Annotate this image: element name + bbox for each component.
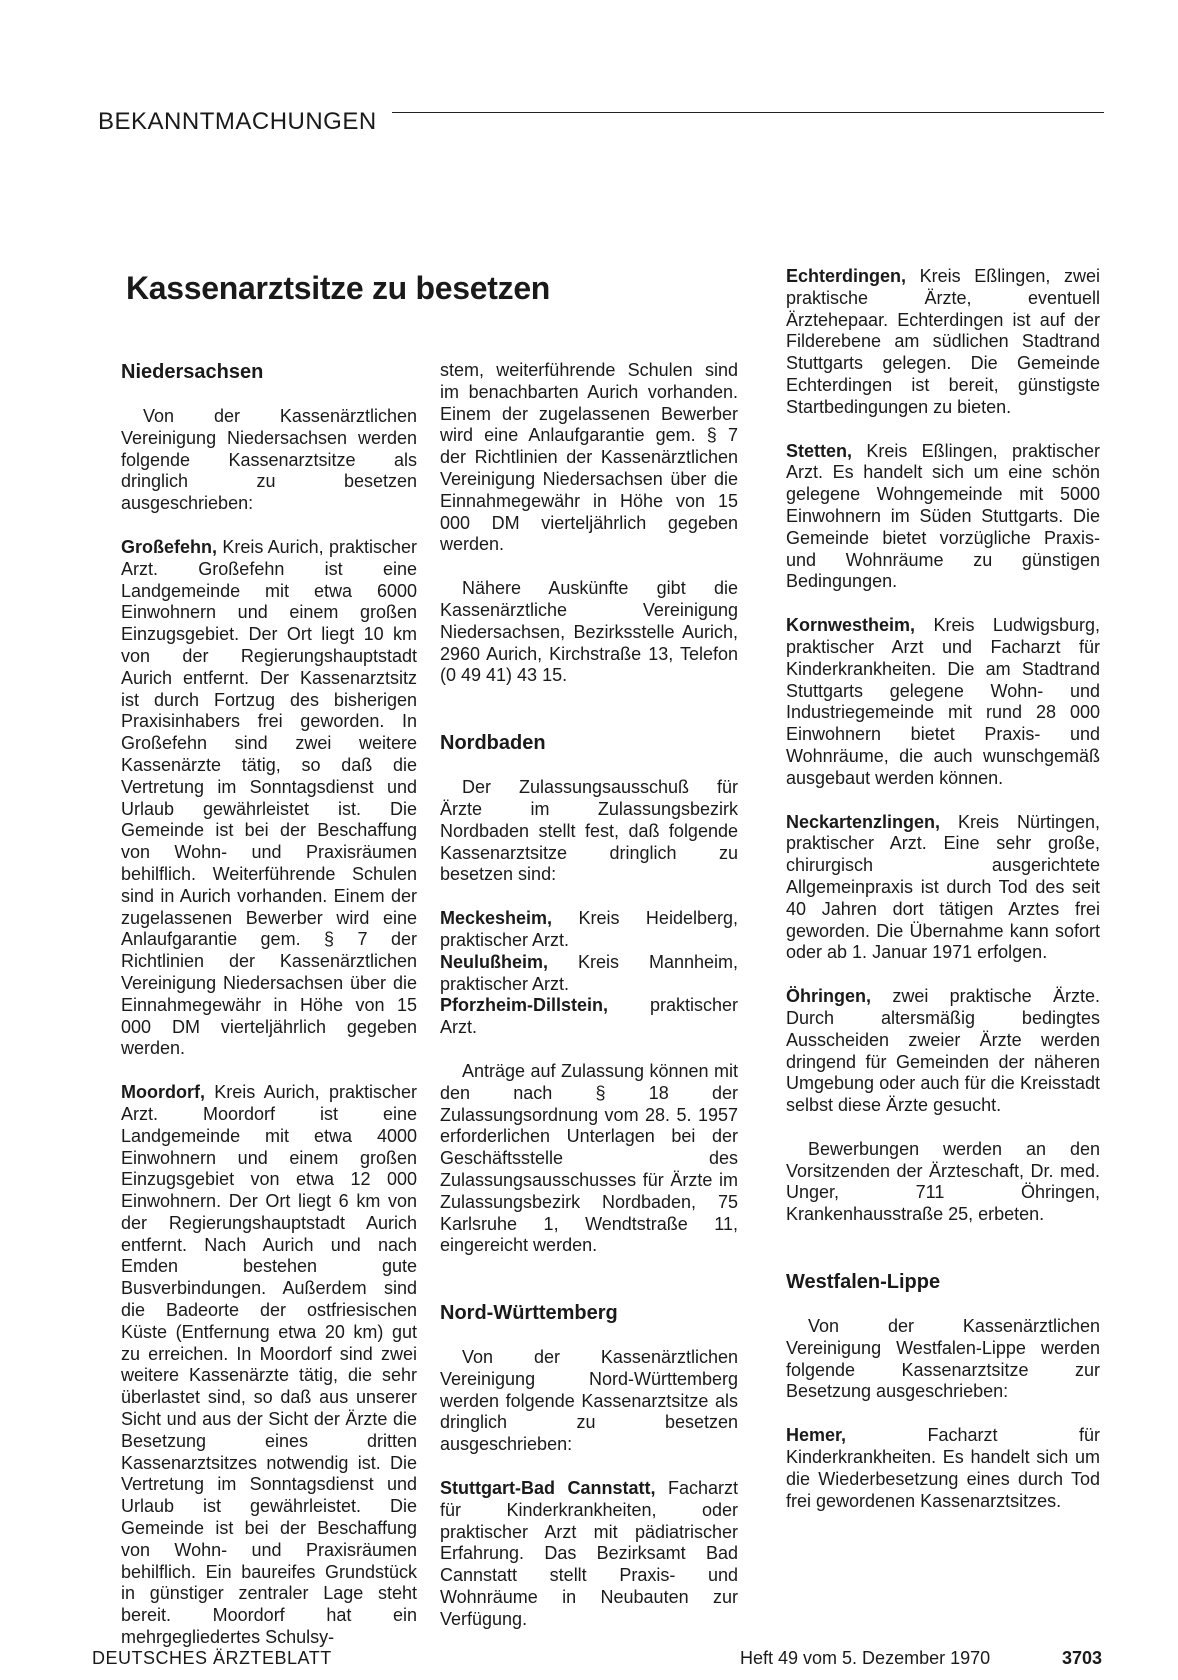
intro-westfalen-lippe: Von der Kassenärztlichen Vereinigung Westfalen-Lippe werden folgende Kassenarztsitze zur Besetzung ausgeschrieben:: [786, 1316, 1100, 1402]
place-grossefehn: Großefehn,: [121, 536, 218, 557]
page-title: Kassenarztsitze zu besetzen: [126, 270, 551, 306]
heading-nordbaden: Nordbaden: [440, 732, 546, 755]
column-2: [440, 360, 738, 1631]
footer-issue: Heft 49 vom 5. Dezember 1970: [740, 1648, 991, 1668]
entry-stuttgart: [440, 1478, 738, 1631]
text-grossefehn: Kreis Aurich, praktischer Arzt. Großefehn ist eine Landgemeinde mit etwa 6000 Einwohnern und einem großen Einzugsgebiet. Der Ort liegt 10 km von der Regierungshauptstadt Aurich entfernt. Der Kassenarztsitz ist durch Fortzug des bisherigen Praxisinhabers frei geworden. In Großefehn sind zwei weitere Kassenärzte tätig, so daß die Vertretung im Sonntagsdienst und Urlaub gewährleistet ist. Die Gemeinde ist bei der Beschaffung von Wohn- und Praxisräumen behilflich. Weiterführende Schulen sind in Aurich vorhanden. Einem der zugelassenen Bewerber wird eine Anlaufgarantie gem. § 7 der Richtlinien der Kassenärztlichen Vereinigung Niedersachsen über die Einnahmegewähr in Höhe von 15 000 DM vierteljährlich gegeben werden.: [121, 536, 417, 1059]
text-moordorf-continued: stem, weiterführende Schulen sind im benachbarten Aurich vorhanden. Einem der zugelassenen Bewerber wird eine Anlaufgarantie gem. § 7 der Richtlinien der Kassenärztlichen Vereinigung Niedersachsen über die Einnahmegewähr in Höhe von 15 000 DM vierteljährlich gegeben werden.: [440, 360, 738, 555]
intro-nordbaden: Der Zulassungsausschuß für Ärzte im Zulassungsbezirk Nordbaden stellt fest, daß folgende Kassenarztsitze dringlich zu besetzen sind:: [440, 777, 738, 885]
place-oehringen: Öhringen,: [786, 986, 871, 1007]
intro-nord-wuerttemberg: Von der Kassenärztlichen Vereinigung Nord-Württemberg werden folgende Kassenarztsitze als dringlich zu besetzen ausgeschrieben:: [440, 1347, 738, 1455]
column-3: [786, 266, 1100, 1512]
text-hemer: Facharzt für Kinderkrankheiten. Es handelt sich um die Wiederbesetzung eines durch Tod frei gewordenen Kassenarztsitzes.: [786, 1425, 1100, 1511]
entry-grossefehn: [121, 537, 417, 1060]
text-pforzheim: praktischer Arzt.: [440, 995, 738, 1038]
text-neckartenzlingen: Kreis Nürtingen, praktischer Arzt. Eine sehr große, chirurgisch ausgerichtete Allgemeinpraxis ist durch Tod des seit 40 Jahren dort tätigen Arztes frei geworden. Die Übernahme kann sofort oder ab 1. Januar 1971 erfolgen.: [786, 811, 1100, 963]
heading-niedersachsen: Niedersachsen: [121, 361, 264, 383]
footer-journal: DEUTSCHES ÄRZTEBLATT: [92, 1648, 332, 1668]
intro-niedersachsen: Von der Kassenärztlichen Vereinigung Niedersachsen werden folgende Kassenarztsitze als dringlich zu besetzen ausgeschrieben:: [121, 406, 417, 514]
section-label: BEKANNTMACHUNGEN: [98, 108, 377, 135]
place-stuttgart: Stuttgart-Bad Cannstatt,: [440, 1478, 656, 1499]
entry-pforzheim: [440, 995, 738, 1039]
place-neckartenzlingen: Neckartenzlingen,: [786, 811, 941, 832]
entry-neulussheim: [440, 952, 738, 996]
heading-nord-wuerttemberg: Nord-Württemberg: [440, 1302, 618, 1325]
place-hemer: Hemer,: [786, 1425, 847, 1446]
place-kornwestheim: Kornwestheim,: [786, 615, 916, 636]
entry-moordorf: [121, 1082, 417, 1649]
place-echterdingen: Echterdingen,: [786, 266, 907, 286]
place-meckesheim: Meckesheim,: [440, 908, 553, 929]
text-meckesheim: Kreis Heidelberg, praktischer Arzt.: [440, 908, 738, 950]
place-stetten: Stetten,: [786, 440, 853, 461]
entry-hemer: [786, 1425, 1100, 1512]
entry-echterdingen: [786, 266, 1100, 419]
text-kornwestheim: Kreis Ludwigsburg, praktischer Arzt und Facharzt für Kinderkrankheiten. Die am Stadtrand Stuttgarts gelegene Wohn- und Industriegemeinde mit rund 28 000 Einwohnern bietet Praxis- und Wohnräume, die auch wunschgemäß ausgebaut werden können.: [786, 615, 1100, 788]
antraege-nordbaden: Anträge auf Zulassung können mit den nach § 18 der Zulassungsordnung vom 28. 5. 1957 erforderlichen Unterlagen bei der Geschäftsstelle des Zulassungsausschusses für Ärzte im Zulassungsbezirk Nordbaden, 75 Karlsruhe 1, Wendtstraße 11, eingereicht werden.: [440, 1060, 738, 1256]
entry-meckesheim: [440, 908, 738, 952]
text-stuttgart: Facharzt für Kinderkrankheiten, oder praktischer Arzt mit pädiatrischer Erfahrung. Das Bezirksamt Bad Cannstatt stellt Praxis- und Wohnräume in Neubauten zur Verfügung.: [440, 1478, 738, 1629]
text-echterdingen: Kreis Eßlingen, zwei praktische Ärzte, eventuell Ärztehepaar. Echterdingen ist auf der Filderebene am südlichen Stadtrand Stuttgarts gelegen. Die Gemeinde Echterdingen ist bereit, günstigste Startbedingungen zu bieten.: [786, 266, 1100, 417]
place-pforzheim: Pforzheim-Dillstein,: [440, 995, 609, 1016]
header-rule: [392, 112, 1104, 113]
entry-kornwestheim: [786, 615, 1100, 789]
text-stetten: Kreis Eßlingen, praktischer Arzt. Es handelt sich um eine schön gelegene Wohngemeinde mit 5000 Einwohnern im Süden Stuttgarts. Die Gemeinde bietet vorzügliche Praxis- und Wohnräume zu günstigen Bedingungen.: [786, 440, 1100, 592]
entry-neckartenzlingen: [786, 812, 1100, 965]
footer-page-number: 3703: [1062, 1648, 1103, 1668]
text-moordorf: Kreis Aurich, praktischer Arzt. Moordorf ist eine Landgemeinde mit etwa 4000 Einwohnern und einem großen Einzugsgebiet von etwa 12 000 Einwohnern. Der Ort liegt 6 km von der Regierungshauptstadt Aurich entfernt. Nach Aurich und nach Emden bestehen gute Busverbindungen. Außerdem sind die Badeorte der ostfriesischen Küste (Entfernung etwa 20 km) gut zu erreichen. In Moordorf sind zwei weitere Kassenärzte tätig, die sehr überlastet sind, so daß aus unserer Sicht und aus der Sicht der Ärzte die Besetzung eines dritten Kassenarztsitzes notwendig ist. Die Vertretung im Sonntagsdienst und Urlaub ist gewährleistet. Die Gemeinde ist bei der Beschaffung von Wohn- und Praxisräumen behilflich. Ein baureifes Grundstück in günstiger zentraler Lage steht bereit. Moordorf hat ein mehrgegliedertes Schulsy-: [121, 1082, 417, 1648]
column-1: [121, 360, 417, 1649]
place-moordorf: Moordorf,: [121, 1082, 205, 1103]
auskunft-niedersachsen: Nähere Auskünfte gibt die Kassenärztliche Vereinigung Niedersachsen, Bezirksstelle Aurich, 2960 Aurich, Kirchstraße 13, Telefon (0 49 41) 43 15.: [440, 578, 738, 686]
text-neulussheim: Kreis Mannheim, praktischer Arzt.: [440, 951, 738, 994]
place-neulussheim: Neulußheim,: [440, 951, 549, 972]
entry-stetten: [786, 441, 1100, 594]
text-oehringen: zwei praktische Ärzte. Durch altersmäßig bedingtes Ausscheiden zweier Ärzte werden dringend für Gemeinden der näheren Umgebung oder auch für die Kreisstadt selbst diese Ärzte gesucht.: [786, 986, 1100, 1116]
heading-westfalen-lippe: Westfalen-Lippe: [786, 1271, 941, 1294]
bewerbungen-nord-wuerttemberg: Bewerbungen werden an den Vorsitzenden der Ärzteschaft, Dr. med. Unger, 711 Öhringen, Krankenhausstraße 25, erbeten.: [786, 1138, 1100, 1225]
entry-oehringen: [786, 986, 1100, 1117]
